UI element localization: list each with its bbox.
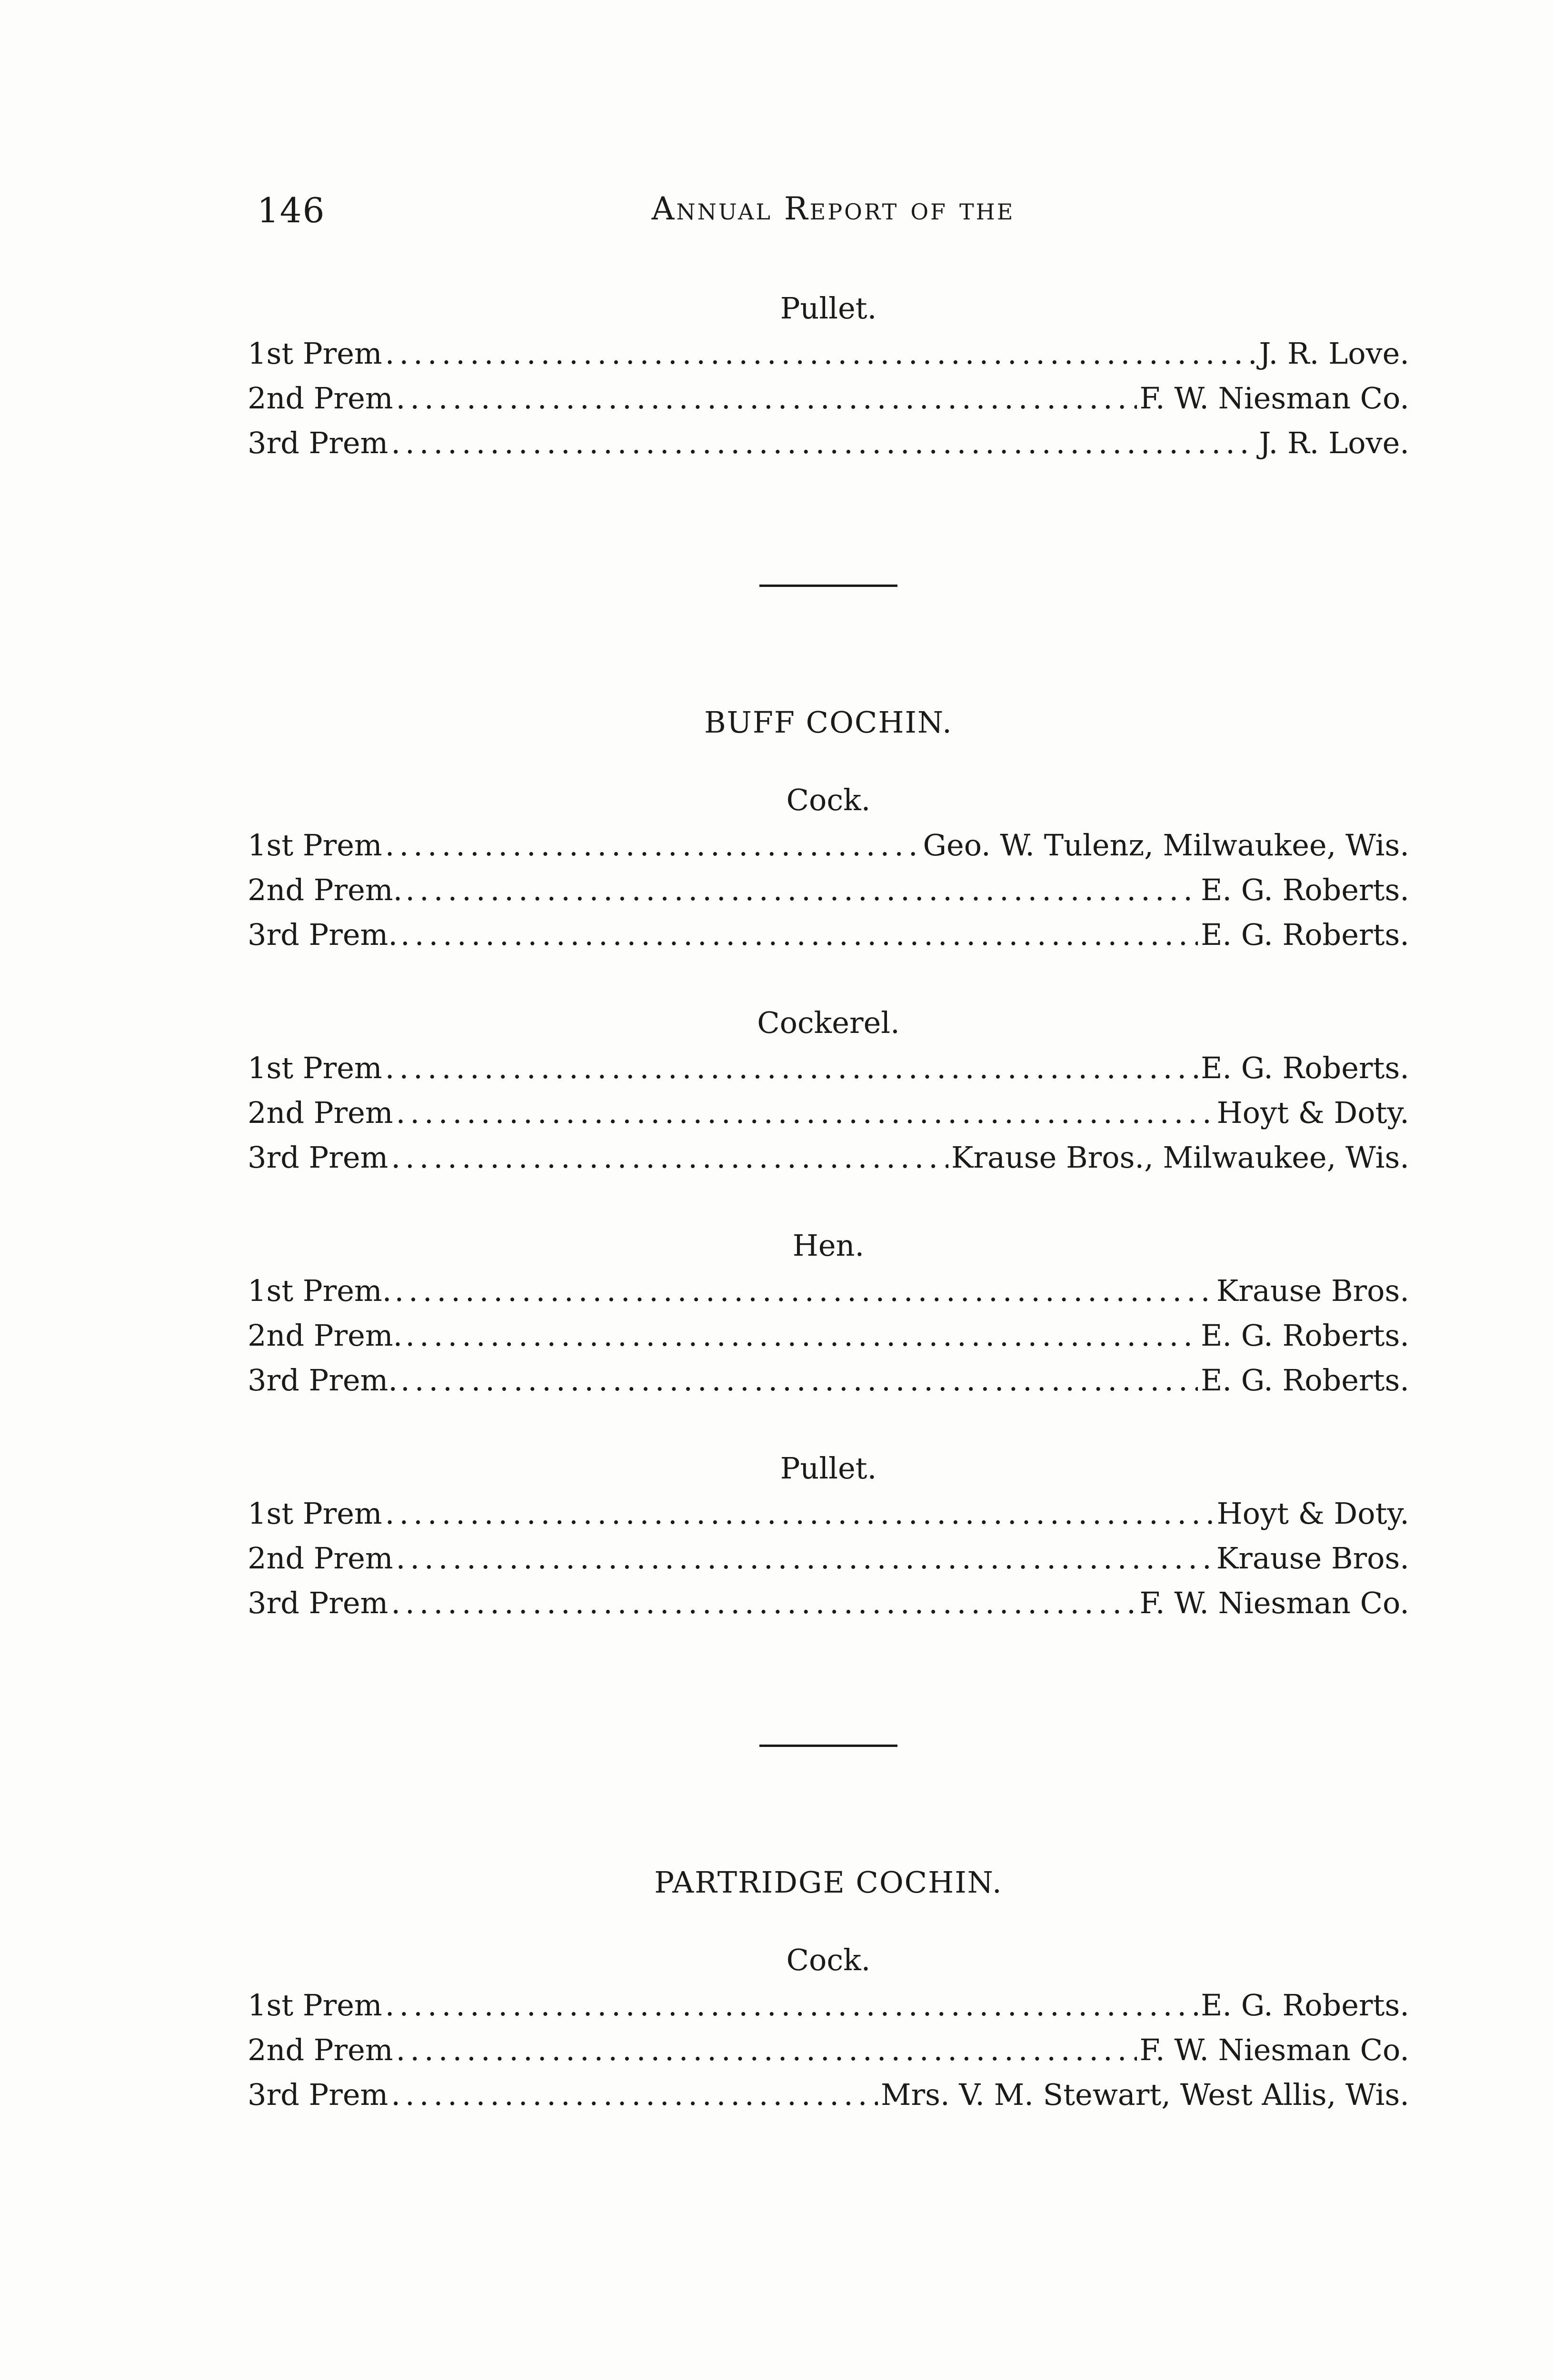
premium-label: 1st Prem [248, 828, 382, 863]
dot-leader [385, 1983, 1198, 2028]
premium-winner: F. W. Niesman Co. [1139, 381, 1409, 416]
premium-label: 1st Prem [248, 336, 382, 371]
class-title-pullet: Pullet. [780, 291, 877, 326]
premium-row [248, 823, 1409, 868]
premium-label: 2nd Prem [248, 2033, 393, 2067]
page-header-title: Annual Report of the [651, 190, 1015, 227]
page-number: 146 [257, 190, 326, 230]
premium-row [248, 868, 1409, 912]
dot-leader [385, 331, 1256, 376]
premium-row [248, 421, 1409, 466]
premium-label: 2nd Prem [248, 381, 393, 416]
premium-winner: Krause Bros. [1216, 1273, 1409, 1308]
class-title-cockerel: Cockerel. [757, 1005, 900, 1040]
running-head [257, 190, 1409, 238]
premium-row [248, 1983, 1409, 2028]
premium-winner: E. G. Roberts. [1201, 1051, 1409, 1085]
premium-row [248, 331, 1409, 376]
premium-winner: Geo. W. Tulenz, Milwaukee, Wis. [923, 828, 1409, 863]
premium-winner: Krause Bros., Milwaukee, Wis. [951, 1140, 1409, 1175]
premium-list [248, 286, 1409, 2117]
premium-label: 2nd Prem [248, 1095, 393, 1130]
dot-leader [391, 2073, 878, 2117]
premium-row [248, 1091, 1409, 1135]
premium-winner: E. G. Roberts. [1201, 873, 1409, 907]
dot-leader [396, 376, 1137, 421]
premium-label: 2nd Prem. [248, 873, 403, 907]
dot-leader [396, 2028, 1137, 2073]
premium-row [248, 1581, 1409, 1626]
dot-leader [400, 912, 1198, 957]
premium-label: 3rd Prem. [248, 917, 398, 952]
premium-row [248, 1358, 1409, 1403]
premium-winner: Krause Bros. [1216, 1541, 1409, 1576]
class-title-cock: Cock. [786, 783, 871, 817]
dot-leader [396, 1091, 1214, 1135]
dot-leader [391, 421, 1256, 466]
premium-winner: E. G. Roberts. [1201, 1988, 1409, 2023]
premium-winner: E. G. Roberts. [1201, 1318, 1409, 1353]
premium-label: 3rd Prem [248, 1140, 388, 1175]
premium-label: 1st Prem. [248, 1273, 392, 1308]
premium-label: 3rd Prem [248, 1586, 388, 1620]
dot-leader [391, 1135, 948, 1180]
premium-label: 2nd Prem [248, 1541, 393, 1576]
premium-row [248, 1536, 1409, 1581]
premium-winner: Mrs. V. M. Stewart, West Allis, Wis. [881, 2077, 1409, 2112]
premium-row [248, 1269, 1409, 1313]
breed-title: PARTRIDGE COCHIN. [654, 1865, 1003, 1900]
dot-leader [396, 1536, 1214, 1581]
premium-row [248, 1046, 1409, 1091]
class-title-hen: Hen. [792, 1228, 865, 1263]
premium-label: 3rd Prem [248, 426, 388, 460]
premium-winner: F. W. Niesman Co. [1139, 1586, 1409, 1620]
premium-label: 1st Prem [248, 1051, 382, 1085]
dot-leader [405, 868, 1198, 912]
premium-winner: Hoyt & Doty. [1216, 1095, 1409, 1130]
dot-leader [385, 1491, 1214, 1536]
breed-title: BUFF COCHIN. [704, 705, 953, 740]
dot-leader [394, 1269, 1213, 1313]
dot-leader [385, 1046, 1198, 1091]
premium-winner: E. G. Roberts. [1201, 1363, 1409, 1398]
dot-leader [400, 1358, 1198, 1403]
section-continued [248, 286, 1409, 466]
premium-row [248, 912, 1409, 957]
section-buff-cochin [248, 696, 1409, 1626]
premium-label: 1st Prem [248, 1988, 382, 2023]
premium-row [248, 1135, 1409, 1180]
dot-leader [391, 1581, 1136, 1626]
section-partridge-cochin [248, 1856, 1409, 2117]
premium-row [248, 2073, 1409, 2117]
premium-winner: J. R. Love. [1259, 426, 1409, 460]
premium-winner: F. W. Niesman Co. [1139, 2033, 1409, 2067]
premium-row [248, 1313, 1409, 1358]
premium-row [248, 1491, 1409, 1536]
premium-label: 1st Prem [248, 1496, 382, 1531]
premium-label: 3rd Prem. [248, 1363, 398, 1398]
premium-winner: J. R. Love. [1259, 336, 1409, 371]
premium-label: 3rd Prem [248, 2077, 388, 2112]
dot-leader [385, 823, 920, 868]
class-title-cock: Cock. [786, 1943, 871, 1977]
class-title-pullet: Pullet. [780, 1451, 877, 1486]
premium-winner: Hoyt & Doty. [1216, 1496, 1409, 1531]
dot-leader [405, 1313, 1198, 1358]
premium-row [248, 376, 1409, 421]
premium-row [248, 2028, 1409, 2073]
premium-label: 2nd Prem. [248, 1318, 403, 1353]
premium-winner: E. G. Roberts. [1201, 917, 1409, 952]
